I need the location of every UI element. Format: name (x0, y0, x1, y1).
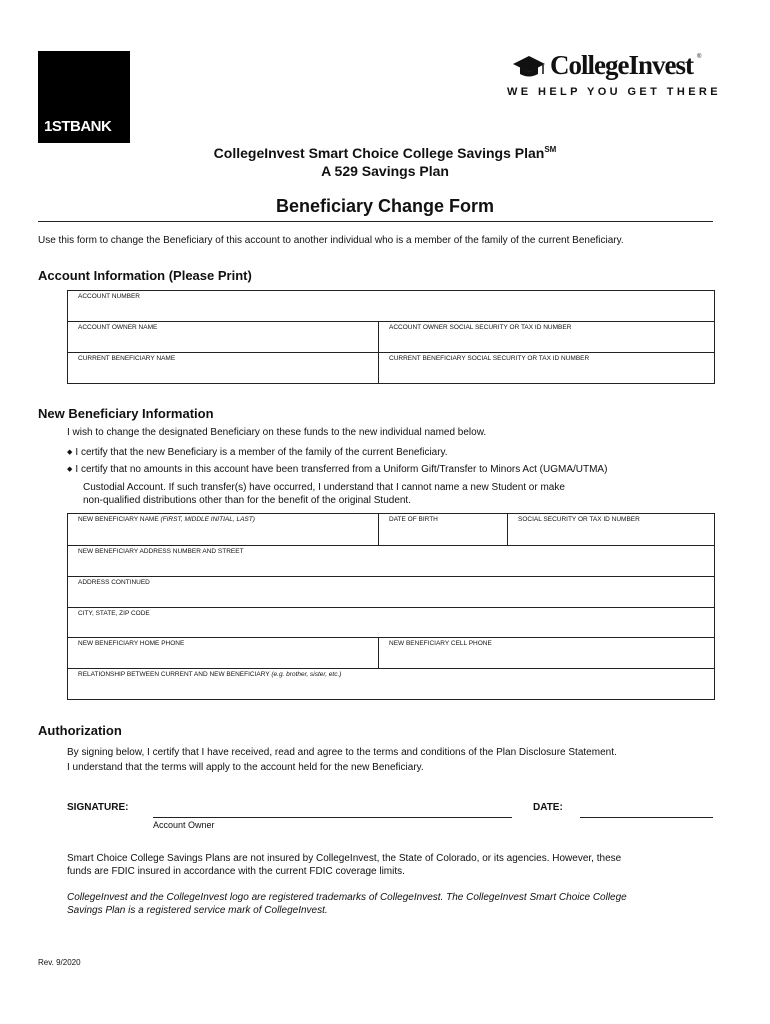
owner-name-label: ACCOUNT OWNER NAME (78, 324, 158, 331)
owner-name-field[interactable] (68, 322, 379, 353)
current-beneficiary-name-label: CURRENT BENEFICIARY NAME (78, 355, 176, 362)
form-title: Beneficiary Change Form (275, 196, 495, 216)
account-info-table (67, 290, 715, 384)
address-continued-field[interactable] (68, 577, 715, 608)
plan-title (0, 145, 770, 161)
relationship-label: RELATIONSHIP BETWEEN CURRENT AND NEW BENEFICIARY (78, 671, 270, 678)
new-beneficiary-ssn-label: SOCIAL SECURITY OR TAX ID NUMBER (518, 516, 640, 523)
date-line[interactable] (580, 817, 713, 818)
account-number-label: ACCOUNT NUMBER (78, 293, 140, 300)
firstbank-logo (38, 51, 130, 143)
disclaimer-line-1: Smart Choice College Savings Plans are not insured by CollegeInvest, the State of Colorado, or its agencies. However, these (67, 853, 622, 864)
signature-label: SIGNATURE: (67, 802, 129, 813)
trademark-line-2: Savings Plan is a registered service mark of CollegeInvest. (67, 905, 328, 916)
collegeinvest-logo (512, 52, 712, 80)
date-of-birth-field[interactable] (379, 514, 508, 546)
relationship-field[interactable] (68, 669, 715, 700)
plan-title-text: CollegeInvest Smart Choice College Savings Plan (213, 145, 545, 161)
signature-line[interactable] (153, 817, 512, 818)
home-phone-label: NEW BENEFICIARY HOME PHONE (78, 640, 185, 647)
disclaimer-line-2: funds are FDIC insured in accordance with the current FDIC coverage limits. (67, 866, 405, 877)
authorization-text-2: I understand that the terms will apply to the account held for the new Beneficiary. (67, 762, 424, 773)
graduation-cap-icon (512, 54, 546, 80)
address-continued-label: ADDRESS CONTINUED (78, 579, 150, 586)
certification-2: ◆ I certify that no amounts in this account have been transferred from a Uniform Gift/Transfer to Minors Act (UGMA/UTMA) (67, 464, 607, 475)
change-statement: I wish to change the designated Beneficiary on these funds to the new individual named below. (67, 427, 487, 438)
account-number-field[interactable] (68, 291, 715, 322)
date-label: DATE: (533, 802, 563, 813)
current-beneficiary-name-field[interactable] (68, 353, 379, 384)
owner-ssn-field[interactable] (379, 322, 715, 353)
plan-subtitle: A 529 Savings Plan (321, 163, 449, 179)
trademark-line-1: CollegeInvest and the CollegeInvest logo are registered trademarks of CollegeInvest. The CollegeInvest Smart Choice College (67, 892, 627, 903)
certification-2-continued-2: non-qualified distributions other than for the benefit of the original Student. (83, 495, 411, 506)
new-beneficiary-name-field[interactable] (68, 514, 379, 546)
registered-mark: ® (697, 54, 702, 60)
address-label: NEW BENEFICIARY ADDRESS NUMBER AND STREET (78, 548, 244, 555)
new-beneficiary-ssn-field[interactable] (508, 514, 715, 546)
city-state-zip-label: CITY, STATE, ZIP CODE (78, 610, 150, 617)
home-phone-field[interactable] (68, 638, 379, 669)
new-beneficiary-heading: New Beneficiary Information (38, 406, 214, 421)
collegeinvest-wordmark: CollegeInvest (550, 50, 693, 80)
city-state-zip-field[interactable] (68, 608, 715, 638)
date-of-birth-label: DATE OF BIRTH (389, 516, 438, 523)
current-beneficiary-ssn-field[interactable] (379, 353, 715, 384)
relationship-hint: (e.g. brother, sister, etc.) (271, 671, 342, 678)
certification-1: ◆ I certify that the new Beneficiary is a member of the family of the current Beneficiary. (67, 447, 448, 458)
new-beneficiary-name-hint: (FIRST, MIDDLE INITIAL, LAST) (160, 516, 255, 523)
cell-phone-label: NEW BENEFICIARY CELL PHONE (389, 640, 492, 647)
new-beneficiary-table (67, 513, 715, 700)
authorization-text-1: By signing below, I certify that I have received, read and agree to the terms and conditions of the Plan Disclosure Statement. (67, 747, 617, 758)
account-info-heading: Account Information (Please Print) (38, 268, 252, 283)
address-field[interactable] (68, 546, 715, 577)
owner-ssn-label: ACCOUNT OWNER SOCIAL SECURITY OR TAX ID NUMBER (389, 324, 572, 331)
firstbank-logo-text: 1STBANK (44, 118, 112, 135)
tagline: WE HELP YOU GET THERE (507, 86, 722, 98)
signer-caption: Account Owner (153, 820, 215, 830)
title-divider (38, 221, 713, 222)
intro-text: Use this form to change the Beneficiary of this account to another individual who is a member of the family of the current Beneficiary. (38, 235, 624, 246)
certification-2-continued-1: Custodial Account. If such transfer(s) have occurred, I understand that I cannot name a new Student or make (83, 482, 565, 493)
new-beneficiary-name-label: NEW BENEFICIARY NAME (78, 516, 159, 523)
current-beneficiary-ssn-label: CURRENT BENEFICIARY SOCIAL SECURITY OR TAX ID NUMBER (389, 355, 590, 362)
authorization-heading: Authorization (38, 723, 122, 738)
service-mark: SM (544, 145, 557, 154)
cell-phone-field[interactable] (379, 638, 715, 669)
revision-date: Rev. 9/2020 (38, 958, 81, 967)
